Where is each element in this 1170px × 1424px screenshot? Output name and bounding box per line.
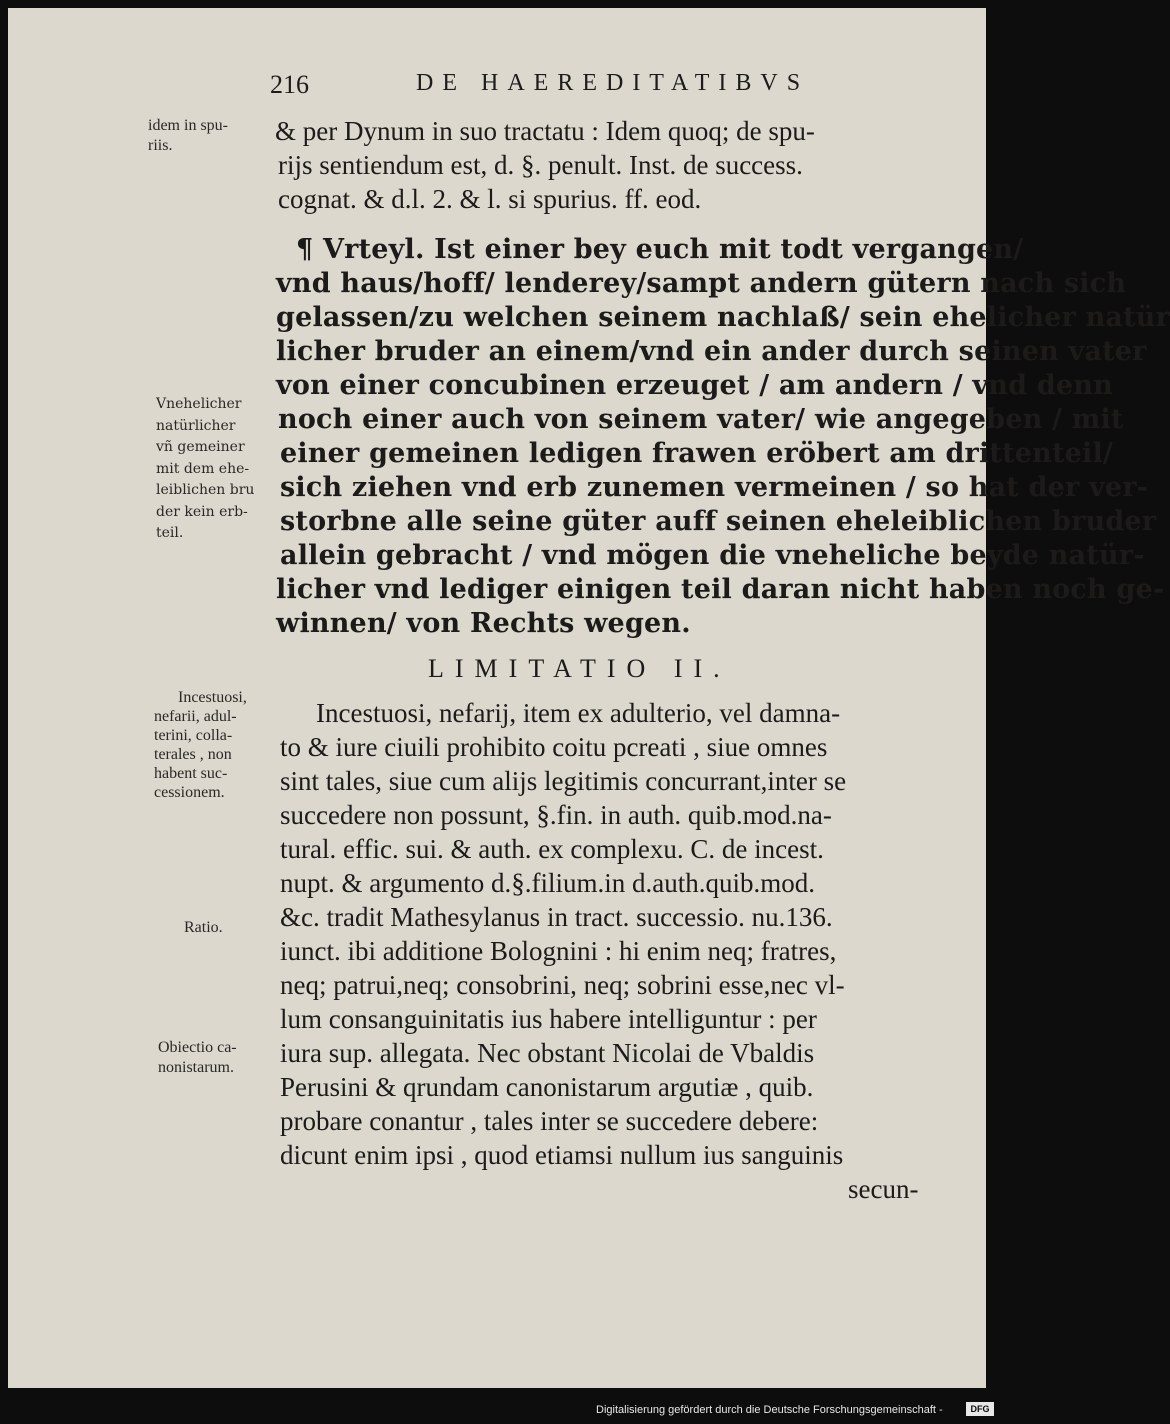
body-line: licher bruder an einem/vnd ein ander durch seinen vater — [276, 336, 1147, 367]
catchword: secun- — [848, 1174, 919, 1204]
book-page — [8, 8, 1170, 1388]
body-line: iura sup. allegata. Nec obstant Nicolai de Vbaldis — [280, 1038, 815, 1068]
body-line: dicunt enim ipsi , quod etiamsi nullum ius sanguinis — [280, 1140, 844, 1170]
body-line: von einer concubinen erzeuget / am andern / vnd denn — [276, 370, 1113, 401]
body-line: tural. effic. sui. & auth. ex complexu. C. de incest. — [280, 834, 824, 864]
dfg-logo: DFG — [966, 1402, 994, 1416]
margin-note-spuriis: idem in spu- riis. — [148, 117, 228, 154]
body-line: cognat. & d.l. 2. & l. si spurius. ff. eod. — [278, 184, 702, 214]
body-line: Incestuosi, nefarij, item ex adulterio, vel damna- — [316, 698, 841, 728]
body-line: allein gebracht / vnd mögen die vneheliche beyde natür- — [280, 540, 1145, 571]
page-number: 216 — [270, 70, 309, 99]
body-line: storbne alle seine güter auff seinen eheleiblichen bruder — [280, 506, 1157, 537]
body-line: licher vnd lediger einigen teil daran nicht haben noch ge- — [276, 574, 1165, 605]
body-line: to & iure ciuili prohibito coitu pcreati , siue omnes — [280, 732, 828, 762]
body-line: rijs sentiendum est, d. §. penult. Inst. de success. — [278, 150, 803, 180]
body-line: sint tales, siue cum alijs legitimis concurrant,inter se — [280, 766, 847, 796]
body-line: lum consanguinitatis ius habere intelliguntur : per — [280, 1004, 817, 1034]
body-line: neq; patrui,neq; consobrini, neq; sobrini esse,nec vl- — [280, 970, 845, 1000]
body-line: einer gemeinen ledigen frawen eröbert am drittenteil/ — [280, 438, 1113, 469]
body-line: & per Dynum in suo tractatu : Idem quoq; de spu- — [275, 116, 815, 146]
body-line: &c. tradit Mathesylanus in tract. successio. nu.136. — [280, 902, 833, 932]
body-line: sich ziehen vnd erb zunemen vermeinen / so hat der ver- — [280, 472, 1149, 503]
body-line: vnd haus/hoff/ lenderey/sampt andern gütern nach sich — [276, 268, 1127, 299]
body-line: winnen/ von Rechts wegen. — [276, 608, 691, 639]
running-title: DE HAEREDITATIBVS — [416, 70, 810, 96]
margin-note-obiectio: Obiectio ca- nonistarum. — [158, 1039, 237, 1076]
body-line: gelassen/zu welchen seinem nachlaß/ sein ehelicher natür — [276, 302, 1170, 333]
body-line: ¶ Vrteyl. Ist einer bey euch mit todt vergangen/ — [296, 234, 1024, 265]
margin-note-incestuosi: Incestuosi, nefarii, adul- terini, colla- terales , non habent suc- cessionem. — [154, 689, 247, 801]
body-line: Perusini & qrundam canonistarum argutiæ , quib. — [280, 1072, 814, 1102]
body-line: noch einer auch von seinem vater/ wie angegeben / mit — [278, 404, 1124, 435]
margin-note-ratio: Ratio. — [184, 919, 223, 936]
body-line: iunct. ibi additione Bolognini : hi enim neq; fratres, — [280, 936, 837, 966]
margin-note-unehelicher: Vnehelicher natürlicher vñ gemeiner mit dem ehe- leiblichen bru der kein erb- teil. — [156, 396, 255, 541]
body-line: probare conantur , tales inter se succedere debere: — [280, 1106, 819, 1136]
section-heading: LIMITATIO II. — [428, 654, 731, 683]
body-line: nupt. & argumento d.§.filium.in d.auth.quib.mod. — [280, 868, 815, 898]
footer-credit: Digitalisierung gefördert durch die Deutsche Forschungsgemeinschaft - — [596, 1404, 943, 1416]
body-line: succedere non possunt, §.fin. in auth. quib.mod.na- — [280, 800, 832, 830]
